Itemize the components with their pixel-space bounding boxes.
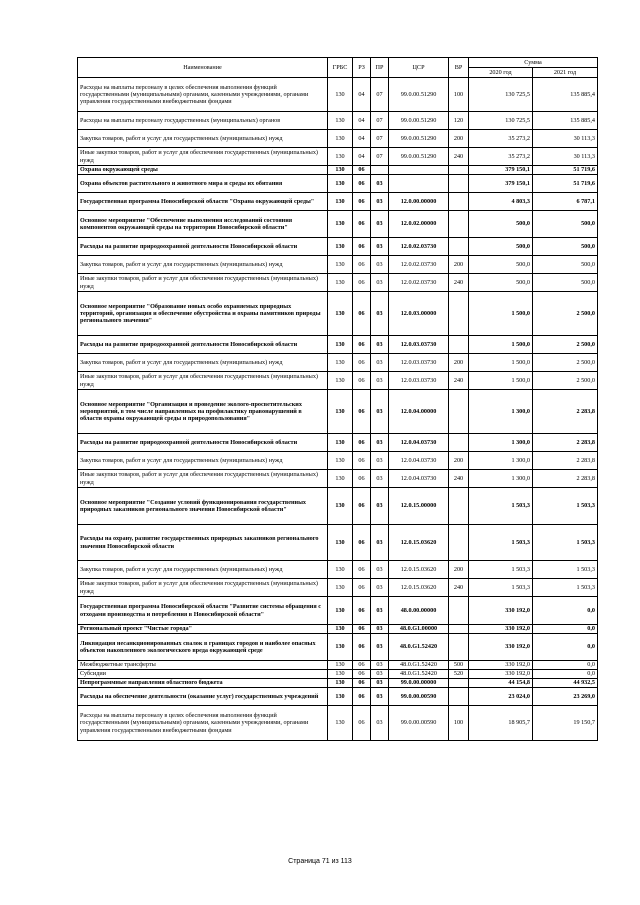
cell-grbs: 130 xyxy=(328,561,353,579)
table-row xyxy=(78,112,598,130)
table-row xyxy=(78,679,598,688)
cell-pr: 07 xyxy=(371,130,389,148)
cell-s2021: 0,0 xyxy=(533,670,598,679)
cell-rz: 04 xyxy=(353,78,371,112)
cell-grbs: 130 xyxy=(328,336,353,354)
cell-rz: 06 xyxy=(353,561,371,579)
cell-grbs: 130 xyxy=(328,256,353,274)
table-row xyxy=(78,372,598,390)
cell-vr xyxy=(449,175,469,193)
cell-rz: 06 xyxy=(353,211,371,238)
cell-vr: 200 xyxy=(449,561,469,579)
cell-s2020: 379 150,1 xyxy=(469,175,533,193)
cell-grbs: 130 xyxy=(328,679,353,688)
cell-name: Иные закупки товаров, работ и услуг для обеспечения государственных (муниципальных) нужд xyxy=(78,372,328,390)
cell-name: Иные закупки товаров, работ и услуг для обеспечения государственных (муниципальных) нужд xyxy=(78,579,328,597)
cell-s2020: 330 192,0 xyxy=(469,670,533,679)
cell-vr xyxy=(449,434,469,452)
cell-name: Иные закупки товаров, работ и услуг для обеспечения государственных (муниципальных) нужд xyxy=(78,274,328,292)
cell-pr: 03 xyxy=(371,679,389,688)
cell-name: Государственная программа Новосибирской области "Развитие системы обращения с отходами производства и потребления в Новосибирской области" xyxy=(78,597,328,625)
cell-s2021: 0,0 xyxy=(533,597,598,625)
cell-grbs: 130 xyxy=(328,670,353,679)
cell-vr xyxy=(449,597,469,625)
cell-rz: 06 xyxy=(353,336,371,354)
table-row xyxy=(78,193,598,211)
cell-csr: 12.0.15.03620 xyxy=(389,525,449,561)
cell-pr: 07 xyxy=(371,148,389,166)
cell-vr: 240 xyxy=(449,148,469,166)
cell-name: Непрограммные направления областного бюджета xyxy=(78,679,328,688)
cell-rz: 06 xyxy=(353,688,371,706)
cell-rz: 06 xyxy=(353,625,371,634)
table-row xyxy=(78,706,598,741)
table-row xyxy=(78,525,598,561)
cell-name: Основное мероприятие "Организация и проведение эколого-просветительских мероприятий, в том числе направленных на профилактику правонарушений в области охраны окружающей среды и природопользования" xyxy=(78,390,328,434)
cell-s2020: 1 300,0 xyxy=(469,470,533,488)
table-row xyxy=(78,688,598,706)
table-row xyxy=(78,274,598,292)
cell-csr: 12.0.04.03730 xyxy=(389,470,449,488)
page-number: Страница 71 из 113 xyxy=(288,858,352,865)
cell-vr xyxy=(449,336,469,354)
cell-s2021: 1 503,3 xyxy=(533,488,598,525)
budget-table xyxy=(77,57,598,741)
cell-s2021: 23 269,0 xyxy=(533,688,598,706)
cell-csr: 99.0.00.51290 xyxy=(389,78,449,112)
cell-pr: 03 xyxy=(371,661,389,670)
table-row xyxy=(78,634,598,661)
cell-rz: 06 xyxy=(353,488,371,525)
table-row xyxy=(78,130,598,148)
table-header xyxy=(78,58,598,78)
cell-s2021: 2 283,8 xyxy=(533,470,598,488)
cell-s2020: 1 500,0 xyxy=(469,336,533,354)
cell-vr: 100 xyxy=(449,78,469,112)
cell-csr: 48.0.G1.52420 xyxy=(389,634,449,661)
cell-grbs: 130 xyxy=(328,661,353,670)
cell-rz: 04 xyxy=(353,112,371,130)
cell-rz: 06 xyxy=(353,193,371,211)
cell-vr: 520 xyxy=(449,670,469,679)
cell-name: Закупка товаров, работ и услуг для государственных (муниципальных) нужд xyxy=(78,354,328,372)
cell-csr: 48.0.G1.52420 xyxy=(389,670,449,679)
cell-vr: 200 xyxy=(449,354,469,372)
cell-pr: 03 xyxy=(371,525,389,561)
table-row xyxy=(78,166,598,175)
cell-pr: 03 xyxy=(371,488,389,525)
cell-pr: 03 xyxy=(371,434,389,452)
table-row xyxy=(78,434,598,452)
cell-name: Расходы на обеспечение деятельности (оказание услуг) государственных учреждений xyxy=(78,688,328,706)
cell-csr: 99.0.00.00590 xyxy=(389,688,449,706)
cell-pr xyxy=(371,166,389,175)
cell-rz: 06 xyxy=(353,525,371,561)
table-row xyxy=(78,670,598,679)
cell-csr: 12.0.02.03730 xyxy=(389,238,449,256)
header-vr: ВР xyxy=(449,58,469,78)
cell-csr: 12.0.02.03730 xyxy=(389,256,449,274)
cell-csr: 99.0.00.00000 xyxy=(389,679,449,688)
cell-s2020: 330 192,0 xyxy=(469,597,533,625)
cell-grbs: 130 xyxy=(328,706,353,741)
table-row xyxy=(78,661,598,670)
cell-s2021: 500,0 xyxy=(533,238,598,256)
cell-name: Закупка товаров, работ и услуг для государственных (муниципальных) нужд xyxy=(78,130,328,148)
cell-s2020: 330 192,0 xyxy=(469,634,533,661)
cell-s2021: 135 885,4 xyxy=(533,112,598,130)
table-row xyxy=(78,238,598,256)
cell-name: Иные закупки товаров, работ и услуг для обеспечения государственных (муниципальных) нужд xyxy=(78,148,328,166)
cell-s2021: 0,0 xyxy=(533,625,598,634)
cell-pr: 03 xyxy=(371,238,389,256)
cell-s2021: 500,0 xyxy=(533,256,598,274)
cell-rz: 06 xyxy=(353,354,371,372)
cell-s2021: 500,0 xyxy=(533,274,598,292)
cell-grbs: 130 xyxy=(328,434,353,452)
cell-grbs: 130 xyxy=(328,452,353,470)
cell-s2021: 1 503,3 xyxy=(533,525,598,561)
cell-s2021: 135 885,4 xyxy=(533,78,598,112)
cell-vr: 100 xyxy=(449,706,469,741)
table-row xyxy=(78,470,598,488)
cell-vr xyxy=(449,634,469,661)
cell-csr: 12.0.04.03730 xyxy=(389,452,449,470)
cell-name: Расходы на развитие природоохранной деятельности Новосибирской области xyxy=(78,238,328,256)
cell-grbs: 130 xyxy=(328,597,353,625)
cell-vr xyxy=(449,238,469,256)
cell-csr: 12.0.00.00000 xyxy=(389,193,449,211)
cell-csr: 12.0.15.03620 xyxy=(389,561,449,579)
cell-vr xyxy=(449,166,469,175)
cell-name: Охрана окружающей среды xyxy=(78,166,328,175)
cell-s2020: 1 300,0 xyxy=(469,390,533,434)
header-year-2020: 2020 год xyxy=(469,68,533,78)
cell-s2021: 51 719,6 xyxy=(533,166,598,175)
header-sum: Сумма xyxy=(469,58,598,68)
cell-name: Закупка товаров, работ и услуг для государственных (муниципальных) нужд xyxy=(78,256,328,274)
cell-rz: 06 xyxy=(353,661,371,670)
cell-grbs: 130 xyxy=(328,148,353,166)
table-row xyxy=(78,354,598,372)
cell-name: Региональный проект "Чистые города" xyxy=(78,625,328,634)
table-row xyxy=(78,390,598,434)
cell-rz: 06 xyxy=(353,452,371,470)
cell-s2021: 2 500,0 xyxy=(533,336,598,354)
cell-name: Ликвидация несанкционированных свалок в границах городов и наиболее опасных объектов накопленного экологического вреда окружающей среде xyxy=(78,634,328,661)
cell-s2021: 30 113,3 xyxy=(533,130,598,148)
cell-name: Государственная программа Новосибирской области "Охрана окружающей среды" xyxy=(78,193,328,211)
cell-grbs: 130 xyxy=(328,130,353,148)
table-row xyxy=(78,625,598,634)
table-row xyxy=(78,579,598,597)
cell-pr: 03 xyxy=(371,390,389,434)
cell-grbs: 130 xyxy=(328,688,353,706)
cell-name: Субсидии xyxy=(78,670,328,679)
cell-name: Основное мероприятие "Образование новых особо охраняемых природных территорий, организация и обеспечение обустройства и охраны памятников природы регионального значения" xyxy=(78,292,328,336)
cell-s2021: 2 500,0 xyxy=(533,372,598,390)
cell-s2021: 500,0 xyxy=(533,211,598,238)
cell-s2021: 2 283,8 xyxy=(533,390,598,434)
cell-vr: 240 xyxy=(449,579,469,597)
cell-rz: 06 xyxy=(353,166,371,175)
cell-s2021: 1 503,3 xyxy=(533,579,598,597)
cell-pr: 03 xyxy=(371,256,389,274)
cell-pr: 03 xyxy=(371,452,389,470)
cell-pr: 03 xyxy=(371,579,389,597)
cell-name: Иные закупки товаров, работ и услуг для обеспечения государственных (муниципальных) нужд xyxy=(78,470,328,488)
cell-grbs: 130 xyxy=(328,634,353,661)
cell-rz: 06 xyxy=(353,274,371,292)
cell-s2021: 2 283,8 xyxy=(533,452,598,470)
cell-rz: 06 xyxy=(353,372,371,390)
cell-rz: 06 xyxy=(353,470,371,488)
cell-vr: 240 xyxy=(449,274,469,292)
cell-s2020: 500,0 xyxy=(469,211,533,238)
cell-grbs: 130 xyxy=(328,193,353,211)
cell-rz: 06 xyxy=(353,292,371,336)
cell-pr: 07 xyxy=(371,112,389,130)
cell-s2020: 4 803,3 xyxy=(469,193,533,211)
table-row xyxy=(78,256,598,274)
cell-grbs: 130 xyxy=(328,166,353,175)
cell-vr xyxy=(449,193,469,211)
cell-vr xyxy=(449,488,469,525)
cell-vr xyxy=(449,211,469,238)
cell-rz: 06 xyxy=(353,434,371,452)
cell-name: Расходы на развитие природоохранной деятельности Новосибирской области xyxy=(78,336,328,354)
cell-s2020: 1 500,0 xyxy=(469,292,533,336)
cell-s2020: 1 300,0 xyxy=(469,452,533,470)
cell-s2020: 23 024,0 xyxy=(469,688,533,706)
cell-pr: 03 xyxy=(371,274,389,292)
cell-s2020: 35 273,2 xyxy=(469,130,533,148)
cell-name: Расходы на охрану, развитие государственных природных заказников регионального значения Новосибирской области xyxy=(78,525,328,561)
cell-pr: 07 xyxy=(371,78,389,112)
table-row xyxy=(78,211,598,238)
cell-s2020: 130 725,5 xyxy=(469,112,533,130)
cell-vr xyxy=(449,625,469,634)
cell-csr: 48.0.00.00000 xyxy=(389,597,449,625)
cell-grbs: 130 xyxy=(328,625,353,634)
cell-rz: 06 xyxy=(353,238,371,256)
cell-s2021: 30 113,3 xyxy=(533,148,598,166)
cell-rz: 06 xyxy=(353,634,371,661)
cell-csr: 12.0.03.03730 xyxy=(389,372,449,390)
cell-s2020: 500,0 xyxy=(469,256,533,274)
cell-vr: 240 xyxy=(449,372,469,390)
cell-name: Расходы на выплаты персоналу государственных (муниципальных) органов xyxy=(78,112,328,130)
cell-rz: 06 xyxy=(353,256,371,274)
cell-s2020: 44 154,8 xyxy=(469,679,533,688)
cell-rz: 06 xyxy=(353,597,371,625)
cell-csr: 12.0.15.03620 xyxy=(389,579,449,597)
cell-name: Расходы на развитие природоохранной деятельности Новосибирской области xyxy=(78,434,328,452)
cell-grbs: 130 xyxy=(328,78,353,112)
cell-pr: 03 xyxy=(371,597,389,625)
cell-csr: 48.0.G1.00000 xyxy=(389,625,449,634)
cell-name: Основное мероприятие "Обеспечение выполнения исследований состояния компонентов окружающей среды на территории Новосибирской области" xyxy=(78,211,328,238)
header-grbs: ГРБС xyxy=(328,58,353,78)
cell-pr: 03 xyxy=(371,670,389,679)
cell-rz: 06 xyxy=(353,670,371,679)
cell-vr xyxy=(449,292,469,336)
table-row xyxy=(78,488,598,525)
cell-s2020: 1 500,0 xyxy=(469,372,533,390)
cell-s2021: 0,0 xyxy=(533,634,598,661)
cell-rz: 06 xyxy=(353,579,371,597)
cell-grbs: 130 xyxy=(328,238,353,256)
cell-rz: 06 xyxy=(353,679,371,688)
cell-pr: 03 xyxy=(371,211,389,238)
header-name: Наименование xyxy=(78,58,328,78)
cell-s2020: 1 300,0 xyxy=(469,434,533,452)
cell-vr: 500 xyxy=(449,661,469,670)
cell-vr: 240 xyxy=(449,470,469,488)
cell-name: Основное мероприятие "Создание условий функционирования государственных природных заказников регионального значения Новосибирской области" xyxy=(78,488,328,525)
cell-csr: 48.0.G1.52420 xyxy=(389,661,449,670)
cell-csr: 99.0.00.51290 xyxy=(389,112,449,130)
cell-pr: 03 xyxy=(371,706,389,741)
cell-rz: 04 xyxy=(353,148,371,166)
cell-s2020: 1 503,3 xyxy=(469,579,533,597)
cell-s2021: 1 503,3 xyxy=(533,561,598,579)
cell-s2020: 330 192,0 xyxy=(469,625,533,634)
cell-grbs: 130 xyxy=(328,372,353,390)
cell-s2021: 44 932,5 xyxy=(533,679,598,688)
cell-vr xyxy=(449,525,469,561)
table-row xyxy=(78,175,598,193)
cell-grbs: 130 xyxy=(328,470,353,488)
cell-csr: 12.0.03.03730 xyxy=(389,336,449,354)
cell-vr: 200 xyxy=(449,256,469,274)
cell-grbs: 130 xyxy=(328,292,353,336)
header-rz: РЗ xyxy=(353,58,371,78)
cell-s2020: 379 150,1 xyxy=(469,166,533,175)
cell-name: Расходы на выплаты персоналу в целях обеспечения выполнения функций государственными (муниципальными) органами, казенными учреждениями, органами управления государственными внебюджетными фондами xyxy=(78,706,328,741)
cell-pr: 03 xyxy=(371,625,389,634)
cell-csr: 12.0.03.00000 xyxy=(389,292,449,336)
cell-vr: 120 xyxy=(449,112,469,130)
cell-s2020: 1 503,3 xyxy=(469,561,533,579)
cell-s2021: 2 500,0 xyxy=(533,292,598,336)
cell-s2020: 130 725,5 xyxy=(469,78,533,112)
table-body xyxy=(78,78,598,741)
table-row xyxy=(78,561,598,579)
cell-grbs: 130 xyxy=(328,112,353,130)
cell-s2021: 0,0 xyxy=(533,661,598,670)
cell-pr: 03 xyxy=(371,372,389,390)
cell-csr xyxy=(389,166,449,175)
cell-name: Охрана объектов растительного и животного мира и среды их обитания xyxy=(78,175,328,193)
cell-s2021: 2 500,0 xyxy=(533,354,598,372)
cell-csr: 12.0.15.00000 xyxy=(389,488,449,525)
cell-vr: 200 xyxy=(449,130,469,148)
cell-csr xyxy=(389,175,449,193)
cell-grbs: 130 xyxy=(328,354,353,372)
cell-s2020: 1 500,0 xyxy=(469,354,533,372)
cell-vr xyxy=(449,390,469,434)
cell-csr: 12.0.04.00000 xyxy=(389,390,449,434)
cell-grbs: 130 xyxy=(328,525,353,561)
cell-pr: 03 xyxy=(371,193,389,211)
table-row xyxy=(78,148,598,166)
header-year-2021: 2021 год xyxy=(533,68,598,78)
table-row xyxy=(78,78,598,112)
cell-rz: 06 xyxy=(353,706,371,741)
header-csr: ЦСР xyxy=(389,58,449,78)
header-pr: ПР xyxy=(371,58,389,78)
cell-vr xyxy=(449,679,469,688)
cell-s2020: 1 503,3 xyxy=(469,488,533,525)
cell-csr: 12.0.03.03730 xyxy=(389,354,449,372)
cell-grbs: 130 xyxy=(328,390,353,434)
cell-grbs: 130 xyxy=(328,274,353,292)
table-row xyxy=(78,597,598,625)
cell-csr: 12.0.02.03730 xyxy=(389,274,449,292)
cell-grbs: 130 xyxy=(328,211,353,238)
cell-s2020: 330 192,0 xyxy=(469,661,533,670)
cell-csr: 99.0.00.51290 xyxy=(389,148,449,166)
cell-s2020: 18 905,7 xyxy=(469,706,533,741)
cell-pr: 03 xyxy=(371,470,389,488)
cell-csr: 12.0.04.03730 xyxy=(389,434,449,452)
cell-csr: 99.0.00.00590 xyxy=(389,706,449,741)
cell-grbs: 130 xyxy=(328,175,353,193)
cell-s2020: 500,0 xyxy=(469,274,533,292)
table-row xyxy=(78,452,598,470)
table-row xyxy=(78,292,598,336)
cell-name: Межбюджетные трансферты xyxy=(78,661,328,670)
cell-s2021: 2 283,8 xyxy=(533,434,598,452)
cell-pr: 03 xyxy=(371,688,389,706)
cell-rz: 04 xyxy=(353,130,371,148)
cell-pr: 03 xyxy=(371,292,389,336)
cell-rz: 06 xyxy=(353,390,371,434)
cell-name: Закупка товаров, работ и услуг для государственных (муниципальных) нужд xyxy=(78,561,328,579)
cell-pr: 03 xyxy=(371,561,389,579)
cell-vr xyxy=(449,688,469,706)
cell-s2021: 6 787,1 xyxy=(533,193,598,211)
cell-grbs: 130 xyxy=(328,488,353,525)
cell-pr: 03 xyxy=(371,336,389,354)
cell-pr: 03 xyxy=(371,354,389,372)
cell-s2021: 51 719,6 xyxy=(533,175,598,193)
cell-s2020: 1 503,3 xyxy=(469,525,533,561)
cell-pr: 03 xyxy=(371,634,389,661)
cell-s2021: 19 150,7 xyxy=(533,706,598,741)
cell-s2020: 35 273,2 xyxy=(469,148,533,166)
cell-csr: 12.0.02.00000 xyxy=(389,211,449,238)
cell-name: Закупка товаров, работ и услуг для государственных (муниципальных) нужд xyxy=(78,452,328,470)
cell-vr: 200 xyxy=(449,452,469,470)
table-row xyxy=(78,336,598,354)
cell-rz: 06 xyxy=(353,175,371,193)
cell-csr: 99.0.00.51290 xyxy=(389,130,449,148)
cell-pr: 03 xyxy=(371,175,389,193)
cell-s2020: 500,0 xyxy=(469,238,533,256)
cell-name: Расходы на выплаты персоналу в целях обеспечения выполнения функций государственными (муниципальными) органами, казенными учреждениями, органами управления государственными внебюджетными фондами xyxy=(78,78,328,112)
cell-grbs: 130 xyxy=(328,579,353,597)
